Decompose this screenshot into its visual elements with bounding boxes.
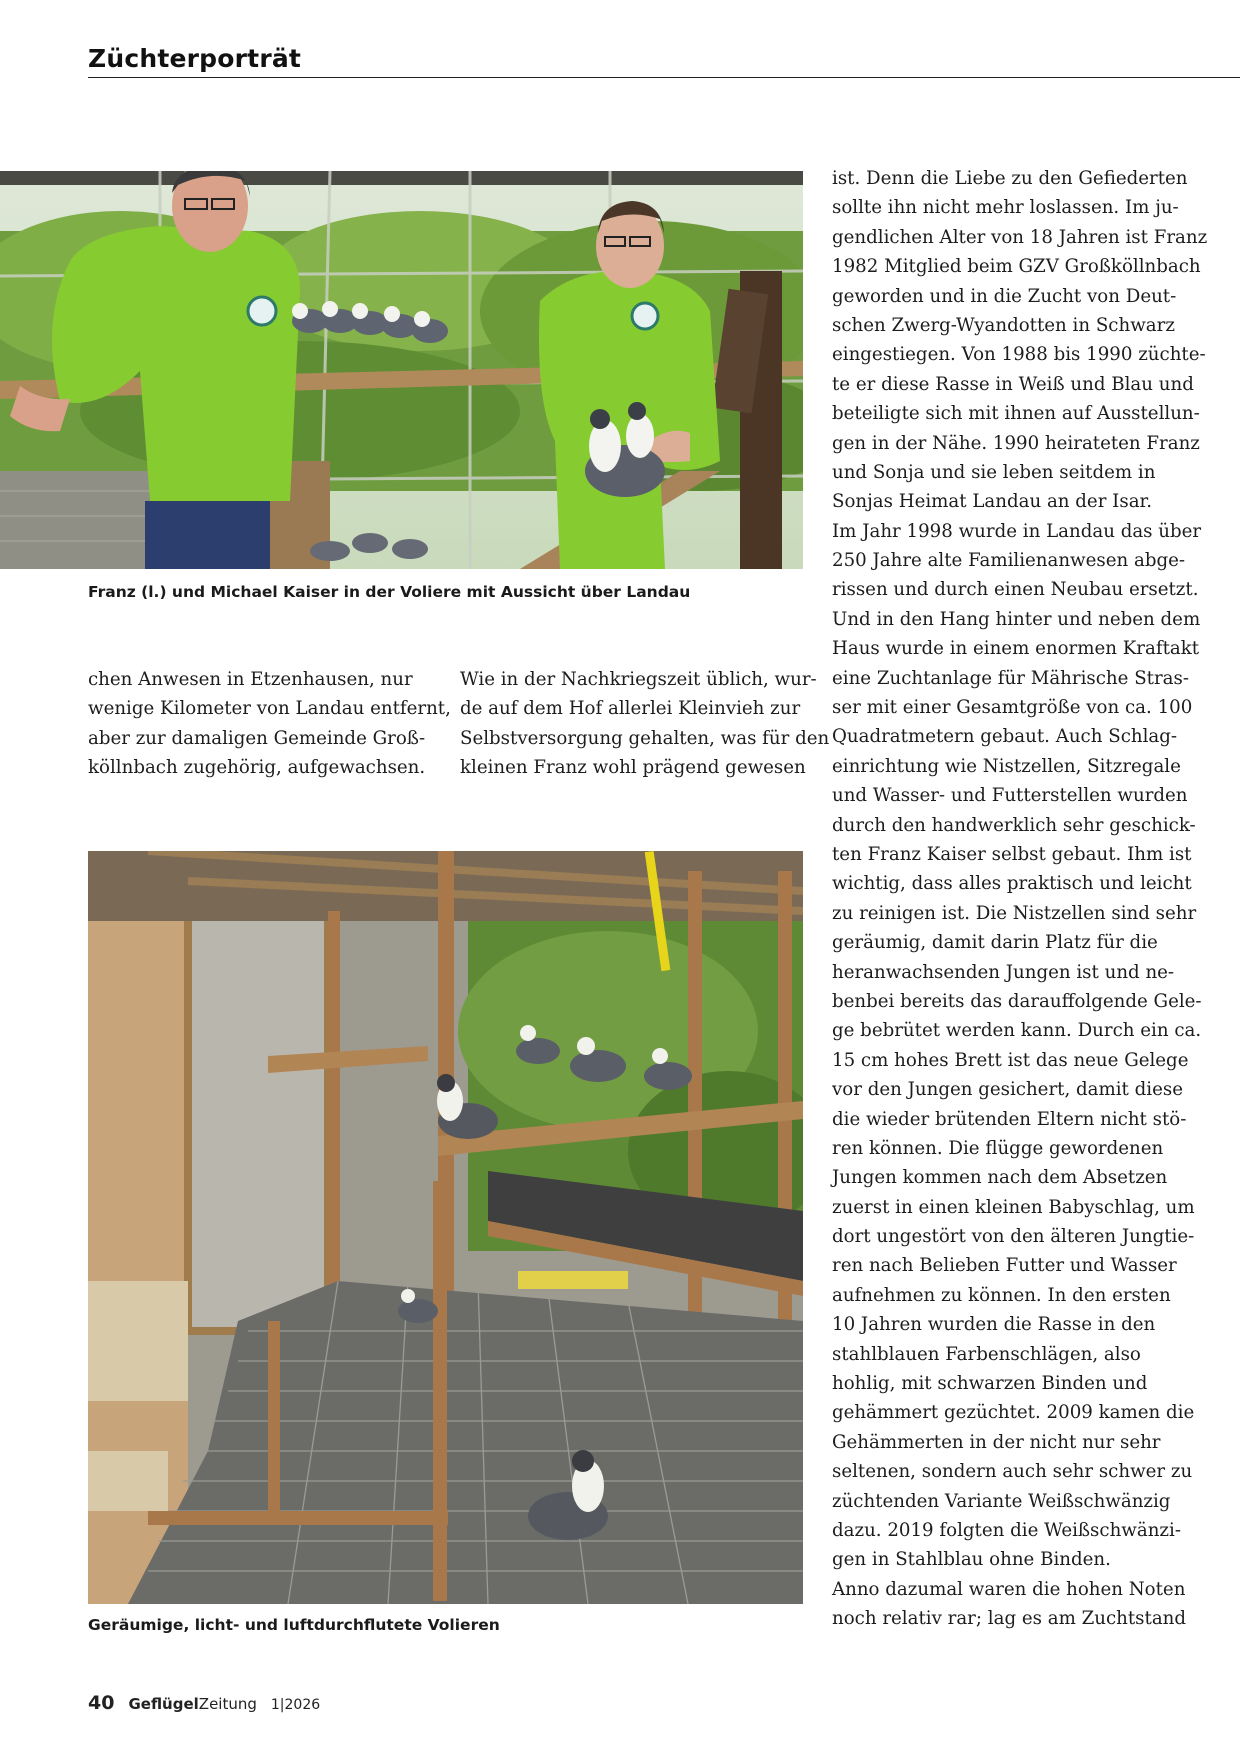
- section-title: Züchterporträt: [88, 44, 302, 73]
- text-line: eingestiegen. Von 1988 bis 1990 züchte-: [832, 344, 1206, 366]
- photo-caption-top: Franz (l.) und Michael Kaiser in der Voliere mit Aussicht über Landau: [88, 583, 691, 601]
- text-line: und Sonja und sie leben seitdem in: [832, 461, 1156, 483]
- text-line: dort ungestört von den älteren Jungtie-: [832, 1226, 1195, 1248]
- text-line: de auf dem Hof allerlei Kleinvieh zur: [460, 698, 801, 720]
- text-line: rissen und durch einen Neubau ersetzt.: [832, 579, 1199, 601]
- text-line: Selbstversorgung gehalten, was für den: [460, 727, 830, 749]
- text-line: Sonjas Heimat Landau an der Isar.: [832, 491, 1153, 513]
- text-line: einrichtung wie Nistzellen, Sitzregale: [832, 755, 1181, 777]
- text-line: ren nach Belieben Futter und Wasser: [832, 1255, 1177, 1277]
- text-line: schen Zwerg-Wyandotten in Schwarz: [832, 314, 1175, 336]
- text-line: gehämmert gezüchtet. 2009 kamen die: [832, 1402, 1195, 1424]
- text-line: Und in den Hang hinter und neben dem: [832, 608, 1201, 630]
- text-line: kleinen Franz wohl prägend gewesen: [460, 757, 806, 779]
- text-line: Quadratmetern gebaut. Auch Schlag-: [832, 726, 1178, 748]
- photo-caption-bottom: Geräumige, licht- und luftdurchflutete Volieren: [88, 1616, 500, 1634]
- text-line: zu reinigen ist. Die Nistzellen sind sehr: [832, 902, 1197, 924]
- page-number: 40: [88, 1692, 115, 1714]
- text-line: ist. Denn die Liebe zu den Gefiederten: [832, 168, 1188, 189]
- text-line: 250 Jahre alte Familienanwesen abge-: [832, 550, 1186, 572]
- text-line: geworden und in die Zucht von Deut-: [832, 285, 1177, 307]
- text-line: ten Franz Kaiser selbst gebaut. Ihm ist: [832, 843, 1192, 865]
- text-line: Anno dazumal waren die hohen Noten: [832, 1578, 1186, 1600]
- text-line: wichtig, dass alles praktisch und leicht: [832, 873, 1192, 895]
- text-line: Gehämmerten in der nicht nur sehr: [832, 1431, 1161, 1453]
- text-line: Haus wurde in einem enormen Kraftakt: [832, 638, 1200, 660]
- text-line: durch den handwerklich sehr geschick-: [832, 814, 1196, 836]
- text-line: vor den Jungen gesichert, damit diese: [832, 1079, 1183, 1101]
- page-footer: [88, 1692, 320, 1714]
- magazine-name-bold: Geflügel: [128, 1695, 199, 1713]
- text-line: wenige Kilometer von Landau entfernt,: [88, 698, 451, 720]
- text-line: die wieder brütenden Eltern nicht stö-: [832, 1108, 1187, 1130]
- text-line: zuerst in einen kleinen Babyschlag, um: [832, 1196, 1195, 1218]
- text-line: ren können. Die flügge gewordenen: [832, 1137, 1164, 1159]
- text-line: dazu. 2019 folgten die Weißschwänzi-: [832, 1519, 1181, 1541]
- section-divider: [88, 77, 1240, 78]
- photo-aviaries: [88, 851, 803, 1604]
- text-line: te er diese Rasse in Weiß und Blau und: [832, 373, 1194, 395]
- text-line: gen in Stahlblau ohne Binden.: [832, 1549, 1111, 1571]
- text-line: ser mit einer Gesamtgröße von ca. 100: [832, 697, 1193, 719]
- text-line: Wie in der Nachkriegszeit üblich, wur-: [460, 669, 817, 690]
- text-line: benbei bereits das darauffolgende Gele-: [832, 990, 1202, 1012]
- text-line: stahlblauen Farbenschlägen, also: [832, 1343, 1141, 1365]
- text-line: 10 Jahren wurden die Rasse in den: [832, 1314, 1156, 1336]
- text-line: aber zur damaligen Gemeinde Groß-: [88, 727, 426, 749]
- text-line: Jungen kommen nach dem Absetzen: [832, 1167, 1168, 1189]
- text-line: ge bebrütet werden kann. Durch ein ca.: [832, 1020, 1202, 1042]
- magazine-name-regular: Zeitung: [198, 1695, 257, 1713]
- issue-number: 1|2026: [270, 1697, 321, 1713]
- text-line: seltenen, sondern auch sehr schwer zu: [832, 1461, 1193, 1483]
- text-line: geräumig, damit darin Platz für die: [832, 932, 1158, 954]
- text-line: und Wasser- und Futterstellen wurden: [832, 785, 1188, 807]
- text-line: gen in der Nähe. 1990 heirateten Franz: [832, 432, 1200, 454]
- photo-breeders-in-aviary: [0, 171, 803, 569]
- text-line: chen Anwesen in Etzenhausen, nur: [88, 669, 413, 690]
- text-line: noch relativ rar; lag es am Zuchtstand: [832, 1608, 1187, 1630]
- text-line: hohlig, mit schwarzen Binden und: [832, 1373, 1148, 1395]
- text-line: eine Zuchtanlage für Mährische Stras-: [832, 667, 1189, 689]
- text-line: köllnbach zugehörig, aufgewachsen.: [88, 757, 426, 779]
- text-line: 15 cm hohes Brett ist das neue Gelege: [832, 1049, 1189, 1071]
- text-line: beteiligte sich mit ihnen auf Ausstellun-: [832, 403, 1200, 425]
- text-line: sollte ihn nicht mehr loslassen. Im ju-: [832, 197, 1179, 219]
- article-column-right: [832, 164, 1208, 1634]
- text-line: 1982 Mitglied beim GZV Großköllnbach: [832, 256, 1201, 278]
- text-line: Im Jahr 1998 wurde in Landau das über: [832, 520, 1202, 542]
- text-line: gendlichen Alter von 18 Jahren ist Franz: [832, 226, 1208, 248]
- article-column-middle: [460, 665, 830, 783]
- article-column-left: [88, 665, 451, 783]
- text-line: heranwachsenden Jungen ist und ne-: [832, 961, 1175, 983]
- text-line: züchtenden Variante Weißschwänzig: [832, 1490, 1171, 1512]
- text-line: aufnehmen zu können. In den ersten: [832, 1284, 1171, 1306]
